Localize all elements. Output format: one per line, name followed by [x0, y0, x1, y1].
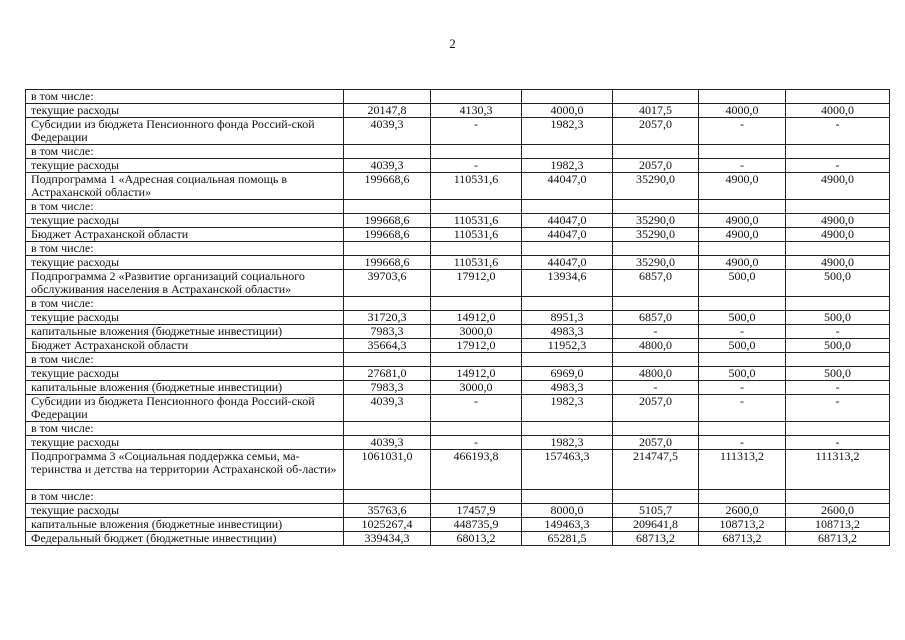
value-cell: 4130,3 — [431, 104, 522, 118]
value-cell — [786, 297, 890, 311]
value-cell: 4900,0 — [699, 173, 786, 200]
value-cell: - — [786, 436, 890, 450]
value-cell — [613, 145, 699, 159]
value-cell: 4039,3 — [344, 118, 431, 145]
value-cell: 4983,3 — [522, 381, 613, 395]
value-cell: 6857,0 — [613, 270, 699, 297]
value-cell: 17457,9 — [431, 504, 522, 518]
value-cell: 5105,7 — [613, 504, 699, 518]
value-cell: 14912,0 — [431, 311, 522, 325]
value-cell — [699, 353, 786, 367]
value-cell: 466193,8 — [431, 450, 522, 490]
row-label: в том числе: — [26, 297, 344, 311]
value-cell: 110531,6 — [431, 228, 522, 242]
value-cell: - — [699, 381, 786, 395]
value-cell: 14912,0 — [431, 367, 522, 381]
value-cell: 1982,3 — [522, 436, 613, 450]
budget-table — [25, 89, 890, 546]
value-cell: 500,0 — [699, 367, 786, 381]
value-cell — [699, 242, 786, 256]
value-cell — [786, 490, 890, 504]
value-cell — [613, 353, 699, 367]
value-cell: 3000,0 — [431, 381, 522, 395]
value-cell: 199668,6 — [344, 214, 431, 228]
value-cell: 199668,6 — [344, 228, 431, 242]
value-cell: 199668,6 — [344, 173, 431, 200]
value-cell — [786, 200, 890, 214]
value-cell: 500,0 — [786, 311, 890, 325]
value-cell — [613, 90, 699, 104]
table-row — [26, 145, 890, 159]
row-label: текущие расходы — [26, 436, 344, 450]
value-cell: 111313,2 — [699, 450, 786, 490]
value-cell — [522, 200, 613, 214]
row-label: Бюджет Астраханской области — [26, 228, 344, 242]
table-row — [26, 504, 890, 518]
value-cell: 500,0 — [786, 339, 890, 353]
value-cell: 35290,0 — [613, 214, 699, 228]
value-cell — [522, 422, 613, 436]
value-cell: 13934,6 — [522, 270, 613, 297]
value-cell: 27681,0 — [344, 367, 431, 381]
value-cell: 68013,2 — [431, 532, 522, 546]
value-cell: - — [431, 159, 522, 173]
value-cell: 149463,3 — [522, 518, 613, 532]
value-cell: 6857,0 — [613, 311, 699, 325]
table-row — [26, 311, 890, 325]
value-cell: 500,0 — [699, 270, 786, 297]
value-cell: 4000,0 — [786, 104, 890, 118]
value-cell: - — [699, 118, 786, 145]
row-label: текущие расходы — [26, 504, 344, 518]
value-cell: - — [786, 118, 890, 145]
row-label: Субсидии из бюджета Пенсионного фонда Россий-ской Федерации — [26, 118, 344, 145]
value-cell: 4039,3 — [344, 436, 431, 450]
value-cell — [699, 297, 786, 311]
row-label: текущие расходы — [26, 159, 344, 173]
value-cell — [699, 490, 786, 504]
value-cell: 35290,0 — [613, 173, 699, 200]
value-cell: 500,0 — [786, 270, 890, 297]
value-cell: 1061031,0 — [344, 450, 431, 490]
value-cell: - — [699, 159, 786, 173]
value-cell: 44047,0 — [522, 214, 613, 228]
table-row — [26, 297, 890, 311]
value-cell — [344, 353, 431, 367]
row-label: в том числе: — [26, 353, 344, 367]
value-cell: 31720,3 — [344, 311, 431, 325]
value-cell — [431, 297, 522, 311]
value-cell: 17912,0 — [431, 339, 522, 353]
value-cell: 39703,6 — [344, 270, 431, 297]
row-label: в том числе: — [26, 490, 344, 504]
value-cell: - — [786, 395, 890, 422]
value-cell — [613, 297, 699, 311]
value-cell: 157463,3 — [522, 450, 613, 490]
value-cell: 1982,3 — [522, 118, 613, 145]
value-cell: 111313,2 — [786, 450, 890, 490]
value-cell — [522, 490, 613, 504]
value-cell — [431, 200, 522, 214]
value-cell: 4017,5 — [613, 104, 699, 118]
value-cell — [613, 200, 699, 214]
value-cell: 214747,5 — [613, 450, 699, 490]
value-cell: 11952,3 — [522, 339, 613, 353]
row-label: Подпрограмма 1 «Адресная социальная помощь в Астраханской области» — [26, 173, 344, 200]
value-cell — [344, 242, 431, 256]
value-cell: - — [786, 325, 890, 339]
value-cell — [522, 297, 613, 311]
value-cell: - — [431, 118, 522, 145]
value-cell: 1982,3 — [522, 159, 613, 173]
table-row — [26, 242, 890, 256]
table-row — [26, 339, 890, 353]
value-cell: 4900,0 — [699, 228, 786, 242]
value-cell: - — [431, 436, 522, 450]
value-cell: 209641,8 — [613, 518, 699, 532]
value-cell — [699, 422, 786, 436]
value-cell: 6969,0 — [522, 367, 613, 381]
value-cell: 44047,0 — [522, 228, 613, 242]
value-cell: 35664,3 — [344, 339, 431, 353]
value-cell: 7983,3 — [344, 325, 431, 339]
value-cell — [613, 422, 699, 436]
value-cell — [431, 242, 522, 256]
value-cell: 339434,3 — [344, 532, 431, 546]
value-cell — [431, 90, 522, 104]
value-cell — [699, 90, 786, 104]
value-cell — [613, 242, 699, 256]
row-label: Подпрограмма 2 «Развитие организаций социального обслуживания населения в Астраханской области» — [26, 270, 344, 297]
value-cell — [344, 145, 431, 159]
value-cell: 35763,6 — [344, 504, 431, 518]
value-cell: 2057,0 — [613, 159, 699, 173]
row-label: текущие расходы — [26, 256, 344, 270]
page-number: 2 — [449, 36, 456, 51]
row-label: текущие расходы — [26, 104, 344, 118]
value-cell: 110531,6 — [431, 256, 522, 270]
value-cell: 68713,2 — [699, 532, 786, 546]
value-cell: 44047,0 — [522, 256, 613, 270]
row-label: капитальные вложения (бюджетные инвестиции) — [26, 325, 344, 339]
value-cell: 7983,3 — [344, 381, 431, 395]
value-cell: 65281,5 — [522, 532, 613, 546]
table-row — [26, 325, 890, 339]
value-cell: 35290,0 — [613, 256, 699, 270]
value-cell: - — [699, 325, 786, 339]
row-label: Бюджет Астраханской области — [26, 339, 344, 353]
value-cell: 4039,3 — [344, 395, 431, 422]
value-cell — [786, 90, 890, 104]
value-cell — [344, 297, 431, 311]
value-cell: 108713,2 — [786, 518, 890, 532]
value-cell: - — [786, 381, 890, 395]
value-cell — [431, 422, 522, 436]
value-cell: 4000,0 — [522, 104, 613, 118]
value-cell — [522, 145, 613, 159]
value-cell: - — [613, 325, 699, 339]
table-row — [26, 367, 890, 381]
table-row — [26, 200, 890, 214]
value-cell: 4900,0 — [699, 256, 786, 270]
value-cell — [522, 242, 613, 256]
value-cell: 500,0 — [786, 367, 890, 381]
value-cell — [344, 422, 431, 436]
row-label: Субсидии из бюджета Пенсионного фонда Россий-ской Федерации — [26, 395, 344, 422]
value-cell: 8951,3 — [522, 311, 613, 325]
row-label: текущие расходы — [26, 311, 344, 325]
table-row — [26, 90, 890, 104]
row-label: текущие расходы — [26, 214, 344, 228]
table-row — [26, 422, 890, 436]
row-label: в том числе: — [26, 90, 344, 104]
value-cell: 3000,0 — [431, 325, 522, 339]
value-cell — [786, 422, 890, 436]
value-cell: - — [786, 159, 890, 173]
row-label: в том числе: — [26, 200, 344, 214]
value-cell: 44047,0 — [522, 173, 613, 200]
value-cell: 2057,0 — [613, 395, 699, 422]
table-row — [26, 270, 890, 297]
table-row — [26, 118, 890, 145]
row-label: капитальные вложения (бюджетные инвестиции) — [26, 518, 344, 532]
value-cell: 35290,0 — [613, 228, 699, 242]
value-cell: 500,0 — [699, 339, 786, 353]
value-cell: 110531,6 — [431, 214, 522, 228]
value-cell: 68713,2 — [786, 532, 890, 546]
row-label: Подпрограмма 3 «Социальная поддержка семьи, ма-теринства и детства на территории Астраханской об-ласти» — [26, 450, 344, 490]
value-cell: - — [613, 381, 699, 395]
row-label: в том числе: — [26, 145, 344, 159]
row-label: в том числе: — [26, 242, 344, 256]
value-cell: 110531,6 — [431, 173, 522, 200]
value-cell: 4983,3 — [522, 325, 613, 339]
value-cell: 1982,3 — [522, 395, 613, 422]
table-row — [26, 228, 890, 242]
value-cell: - — [431, 395, 522, 422]
value-cell: 1025267,4 — [344, 518, 431, 532]
table-row — [26, 490, 890, 504]
table-row — [26, 450, 890, 490]
row-label: капитальные вложения (бюджетные инвестиции) — [26, 381, 344, 395]
value-cell: - — [699, 395, 786, 422]
value-cell: 4800,0 — [613, 367, 699, 381]
value-cell: 500,0 — [699, 311, 786, 325]
value-cell: 448735,9 — [431, 518, 522, 532]
value-cell — [786, 242, 890, 256]
value-cell: 4039,3 — [344, 159, 431, 173]
table-row — [26, 436, 890, 450]
table-row — [26, 353, 890, 367]
value-cell — [786, 353, 890, 367]
budget-table-body — [26, 90, 890, 546]
value-cell: 2600,0 — [699, 504, 786, 518]
value-cell — [699, 145, 786, 159]
value-cell: 4900,0 — [786, 256, 890, 270]
table-row — [26, 381, 890, 395]
value-cell — [431, 490, 522, 504]
value-cell: 20147,8 — [344, 104, 431, 118]
row-label: текущие расходы — [26, 367, 344, 381]
value-cell: 4900,0 — [786, 228, 890, 242]
table-row — [26, 532, 890, 546]
value-cell — [431, 353, 522, 367]
value-cell: 108713,2 — [699, 518, 786, 532]
value-cell: 199668,6 — [344, 256, 431, 270]
table-row — [26, 256, 890, 270]
table-row — [26, 173, 890, 200]
table-row — [26, 159, 890, 173]
value-cell: - — [699, 436, 786, 450]
row-label: в том числе: — [26, 422, 344, 436]
value-cell: 17912,0 — [431, 270, 522, 297]
value-cell: 4900,0 — [786, 214, 890, 228]
value-cell: 4900,0 — [699, 214, 786, 228]
table-row — [26, 214, 890, 228]
value-cell: 4900,0 — [786, 173, 890, 200]
value-cell — [613, 490, 699, 504]
value-cell: 2600,0 — [786, 504, 890, 518]
value-cell — [522, 90, 613, 104]
value-cell — [344, 200, 431, 214]
table-row — [26, 518, 890, 532]
value-cell: 4000,0 — [699, 104, 786, 118]
value-cell: 4800,0 — [613, 339, 699, 353]
value-cell: 2057,0 — [613, 436, 699, 450]
value-cell: 2057,0 — [613, 118, 699, 145]
table-row — [26, 395, 890, 422]
value-cell — [344, 490, 431, 504]
value-cell: 68713,2 — [613, 532, 699, 546]
value-cell — [522, 353, 613, 367]
value-cell — [786, 145, 890, 159]
table-row — [26, 104, 890, 118]
value-cell — [344, 90, 431, 104]
value-cell — [431, 145, 522, 159]
value-cell: 8000,0 — [522, 504, 613, 518]
row-label: Федеральный бюджет (бюджетные инвестиции) — [26, 532, 344, 546]
value-cell — [699, 200, 786, 214]
